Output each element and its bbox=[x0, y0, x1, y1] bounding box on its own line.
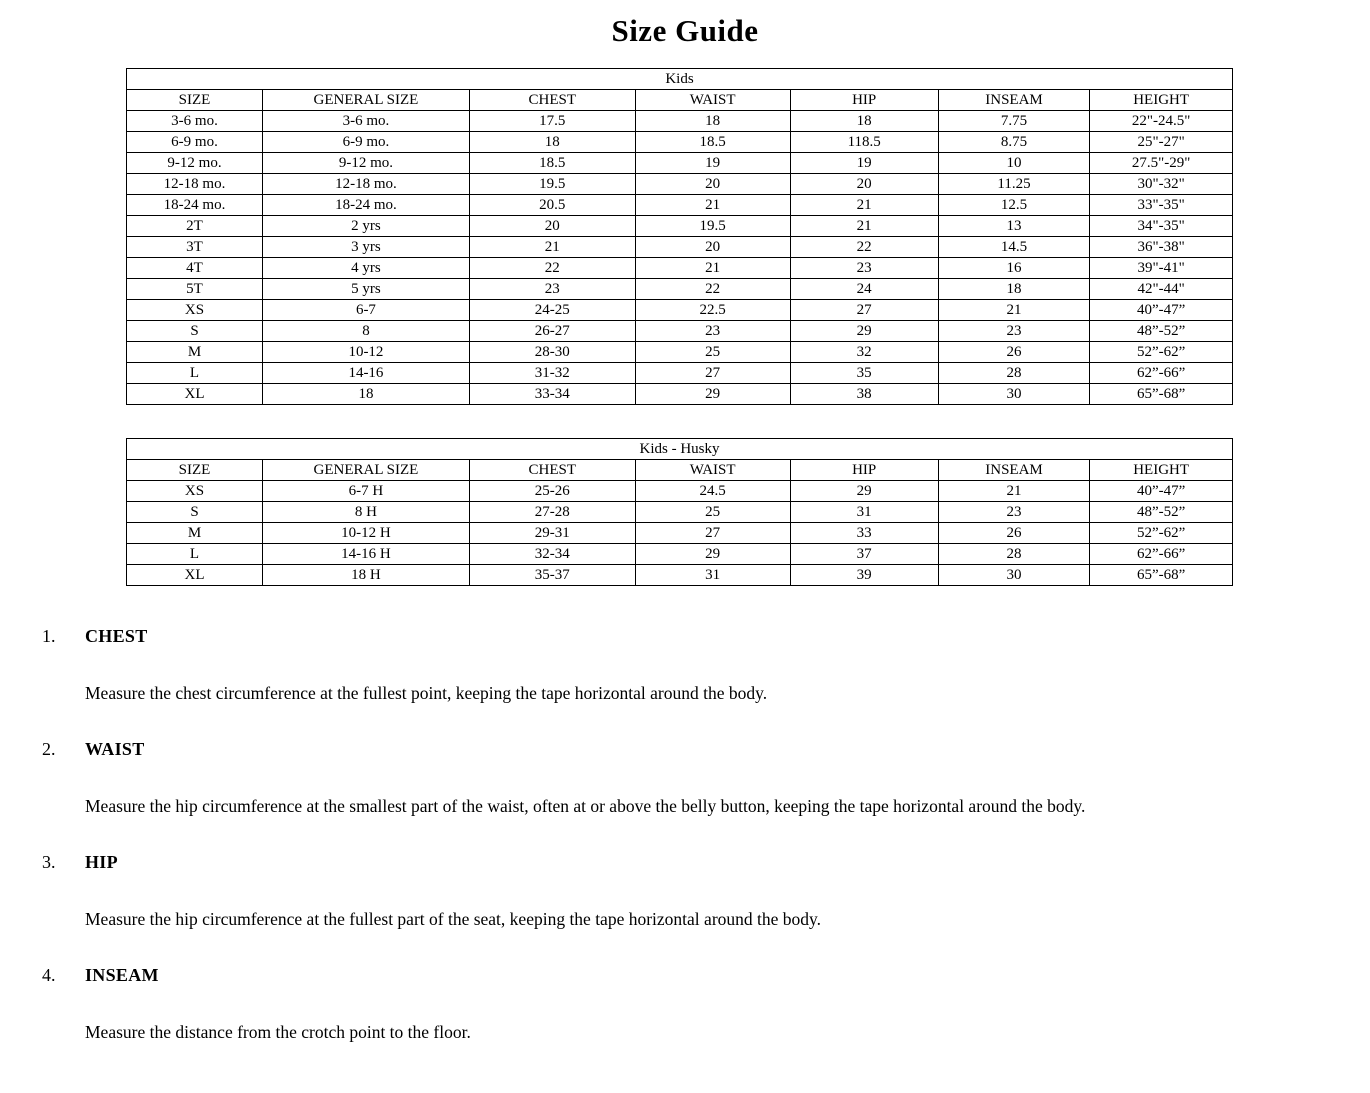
table-cell: 29-31 bbox=[469, 523, 635, 544]
table-cell: 3-6 mo. bbox=[263, 111, 470, 132]
table-cell: 4 yrs bbox=[263, 258, 470, 279]
table-cell: 24-25 bbox=[469, 300, 635, 321]
column-header: GENERAL SIZE bbox=[263, 90, 470, 111]
table-cell: 40”-47” bbox=[1090, 300, 1233, 321]
table-caption-row bbox=[127, 69, 1233, 90]
table-cell: 31 bbox=[635, 565, 790, 586]
table-cell: 19.5 bbox=[469, 174, 635, 195]
instruction-item bbox=[42, 965, 1370, 1043]
table-cell: 21 bbox=[938, 300, 1090, 321]
table-row bbox=[127, 237, 1233, 258]
table-cell: 14-16 H bbox=[263, 544, 470, 565]
table-cell: 34"-35" bbox=[1090, 216, 1233, 237]
table-cell: 35-37 bbox=[469, 565, 635, 586]
table-cell: 29 bbox=[635, 384, 790, 405]
table-cell: 8 H bbox=[263, 502, 470, 523]
table-cell: 33 bbox=[790, 523, 938, 544]
table-cell: 22.5 bbox=[635, 300, 790, 321]
table-cell: 22 bbox=[635, 279, 790, 300]
table-cell: 6-7 H bbox=[263, 481, 470, 502]
instruction-item bbox=[42, 626, 1370, 704]
table-cell: 12-18 mo. bbox=[127, 174, 263, 195]
table-cell: 10-12 bbox=[263, 342, 470, 363]
table-row bbox=[127, 153, 1233, 174]
table-cell: 19.5 bbox=[635, 216, 790, 237]
table-cell: 29 bbox=[790, 481, 938, 502]
column-header: SIZE bbox=[127, 90, 263, 111]
table-cell: 29 bbox=[790, 321, 938, 342]
table-cell: 25"-27" bbox=[1090, 132, 1233, 153]
instruction-text: Measure the distance from the crotch point to the floor. bbox=[85, 1022, 471, 1042]
table-cell: 24.5 bbox=[635, 481, 790, 502]
table-cell: XL bbox=[127, 565, 263, 586]
instruction-heading: INSEAM bbox=[85, 965, 159, 985]
table-cell: 23 bbox=[938, 321, 1090, 342]
table-cell: 62”-66” bbox=[1090, 544, 1233, 565]
table-cell: 19 bbox=[790, 153, 938, 174]
size-guide-document bbox=[0, 13, 1370, 1043]
table-row bbox=[127, 342, 1233, 363]
table-cell: 26 bbox=[938, 523, 1090, 544]
table-cell: 23 bbox=[635, 321, 790, 342]
table-cell: 28 bbox=[938, 363, 1090, 384]
table-cell: 30"-32" bbox=[1090, 174, 1233, 195]
table-cell: 65”-68” bbox=[1090, 384, 1233, 405]
table-cell: 30 bbox=[938, 565, 1090, 586]
table-cell: 20 bbox=[790, 174, 938, 195]
table-cell: 18.5 bbox=[469, 153, 635, 174]
table-cell: 18 bbox=[263, 384, 470, 405]
table-cell: 38 bbox=[790, 384, 938, 405]
table-cell: 26 bbox=[938, 342, 1090, 363]
kids-size-table bbox=[126, 68, 1233, 405]
table-cell: 21 bbox=[790, 216, 938, 237]
instruction-header bbox=[42, 852, 1370, 873]
table-header-row bbox=[127, 90, 1233, 111]
table-cell: 52”-62” bbox=[1090, 342, 1233, 363]
table-row bbox=[127, 321, 1233, 342]
table-cell: 20 bbox=[635, 237, 790, 258]
table-row bbox=[127, 258, 1233, 279]
table-cell: 14-16 bbox=[263, 363, 470, 384]
table-cell: 32 bbox=[790, 342, 938, 363]
table-cell: 16 bbox=[938, 258, 1090, 279]
table-cell: 118.5 bbox=[790, 132, 938, 153]
instruction-number: 4. bbox=[42, 965, 56, 985]
table-cell: 35 bbox=[790, 363, 938, 384]
table-cell: 2T bbox=[127, 216, 263, 237]
table-cell: 10 bbox=[938, 153, 1090, 174]
table-cell: 18-24 mo. bbox=[127, 195, 263, 216]
table-cell: 6-9 mo. bbox=[263, 132, 470, 153]
instruction-item bbox=[42, 852, 1370, 930]
table-cell: 31-32 bbox=[469, 363, 635, 384]
table-cell: 39"-41" bbox=[1090, 258, 1233, 279]
table-cell: 12.5 bbox=[938, 195, 1090, 216]
table-cell: 18 bbox=[790, 111, 938, 132]
table-cell: 39 bbox=[790, 565, 938, 586]
table-cell: 30 bbox=[938, 384, 1090, 405]
table-cell: 4T bbox=[127, 258, 263, 279]
table-cell: 6-9 mo. bbox=[127, 132, 263, 153]
column-header: HIP bbox=[790, 460, 938, 481]
table-cell: 18-24 mo. bbox=[263, 195, 470, 216]
table-cell: XS bbox=[127, 481, 263, 502]
table-cell: 18 H bbox=[263, 565, 470, 586]
table-cell: 32-34 bbox=[469, 544, 635, 565]
table-cell: 9-12 mo. bbox=[263, 153, 470, 174]
table-cell: 27 bbox=[635, 523, 790, 544]
table-cell: 3-6 mo. bbox=[127, 111, 263, 132]
table-cell: S bbox=[127, 502, 263, 523]
instruction-heading: WAIST bbox=[85, 739, 145, 759]
table-row bbox=[127, 544, 1233, 565]
table-cell: 5 yrs bbox=[263, 279, 470, 300]
table-cell: 10-12 H bbox=[263, 523, 470, 544]
table-cell: XL bbox=[127, 384, 263, 405]
table-cell: XS bbox=[127, 300, 263, 321]
table-row bbox=[127, 216, 1233, 237]
instruction-text: Measure the hip circumference at the smallest part of the waist, often at or above the belly button, keeping the tape horizontal around the body. bbox=[85, 796, 1086, 816]
table-cell: 48”-52” bbox=[1090, 321, 1233, 342]
table-caption: Kids bbox=[127, 69, 1233, 90]
measurement-instructions bbox=[42, 626, 1370, 1043]
table-cell: 36"-38" bbox=[1090, 237, 1233, 258]
table-cell: M bbox=[127, 523, 263, 544]
table-cell: 23 bbox=[938, 502, 1090, 523]
table-cell: 3T bbox=[127, 237, 263, 258]
table-cell: 27 bbox=[790, 300, 938, 321]
table-cell: 23 bbox=[469, 279, 635, 300]
table-cell: 6-7 bbox=[263, 300, 470, 321]
instruction-number: 2. bbox=[42, 739, 56, 759]
table-cell: 21 bbox=[938, 481, 1090, 502]
table-cell: 27 bbox=[635, 363, 790, 384]
table-row bbox=[127, 523, 1233, 544]
table-cell: 19 bbox=[635, 153, 790, 174]
table-cell: 8.75 bbox=[938, 132, 1090, 153]
column-header: WAIST bbox=[635, 90, 790, 111]
column-header: WAIST bbox=[635, 460, 790, 481]
instruction-text: Measure the hip circumference at the fullest part of the seat, keeping the tape horizontal around the body. bbox=[85, 909, 822, 929]
table-row bbox=[127, 384, 1233, 405]
table-cell: 29 bbox=[635, 544, 790, 565]
table-header-row bbox=[127, 460, 1233, 481]
table-cell: 22"-24.5" bbox=[1090, 111, 1233, 132]
table-cell: 48”-52” bbox=[1090, 502, 1233, 523]
table-cell: 3 yrs bbox=[263, 237, 470, 258]
instruction-header bbox=[42, 965, 1370, 986]
column-header: HIP bbox=[790, 90, 938, 111]
table-row bbox=[127, 300, 1233, 321]
table-row bbox=[127, 565, 1233, 586]
instruction-number: 3. bbox=[42, 852, 56, 872]
column-header: HEIGHT bbox=[1090, 460, 1233, 481]
table-cell: 9-12 mo. bbox=[127, 153, 263, 174]
table-cell: 28 bbox=[938, 544, 1090, 565]
table-cell: 40”-47” bbox=[1090, 481, 1233, 502]
instruction-heading: HIP bbox=[85, 852, 118, 872]
table-row bbox=[127, 363, 1233, 384]
instruction-item bbox=[42, 739, 1370, 817]
table-row bbox=[127, 195, 1233, 216]
table-cell: 20 bbox=[469, 216, 635, 237]
table-cell: 18.5 bbox=[635, 132, 790, 153]
table-cell: 21 bbox=[635, 195, 790, 216]
table-cell: 13 bbox=[938, 216, 1090, 237]
table-row bbox=[127, 174, 1233, 195]
table-cell: 26-27 bbox=[469, 321, 635, 342]
table-cell: 18 bbox=[469, 132, 635, 153]
table-cell: 31 bbox=[790, 502, 938, 523]
table-cell: 65”-68” bbox=[1090, 565, 1233, 586]
table-cell: L bbox=[127, 544, 263, 565]
table-cell: 17.5 bbox=[469, 111, 635, 132]
table-cell: L bbox=[127, 363, 263, 384]
table-cell: 5T bbox=[127, 279, 263, 300]
column-header: HEIGHT bbox=[1090, 90, 1233, 111]
table-cell: 33"-35" bbox=[1090, 195, 1233, 216]
table-cell: 21 bbox=[635, 258, 790, 279]
column-header: SIZE bbox=[127, 460, 263, 481]
table-cell: 2 yrs bbox=[263, 216, 470, 237]
table-cell: 28-30 bbox=[469, 342, 635, 363]
page-title: Size Guide bbox=[611, 13, 759, 48]
kids-husky-size-table bbox=[126, 438, 1233, 586]
table-cell: 20 bbox=[635, 174, 790, 195]
instruction-heading: CHEST bbox=[85, 626, 148, 646]
table-cell: 22 bbox=[469, 258, 635, 279]
table-cell: 27.5"-29" bbox=[1090, 153, 1233, 174]
column-header: CHEST bbox=[469, 460, 635, 481]
table-row bbox=[127, 502, 1233, 523]
instruction-text: Measure the chest circumference at the fullest point, keeping the tape horizontal around the body. bbox=[85, 683, 768, 703]
table-cell: 11.25 bbox=[938, 174, 1090, 195]
column-header: INSEAM bbox=[938, 460, 1090, 481]
table-cell: 27-28 bbox=[469, 502, 635, 523]
table-cell: 23 bbox=[790, 258, 938, 279]
table-cell: 52”-62” bbox=[1090, 523, 1233, 544]
table-caption-row bbox=[127, 439, 1233, 460]
column-header: CHEST bbox=[469, 90, 635, 111]
table-cell: 33-34 bbox=[469, 384, 635, 405]
table-row bbox=[127, 279, 1233, 300]
instruction-number: 1. bbox=[42, 626, 56, 646]
table-cell: 8 bbox=[263, 321, 470, 342]
table-row bbox=[127, 481, 1233, 502]
table-cell: 20.5 bbox=[469, 195, 635, 216]
table-cell: 25 bbox=[635, 342, 790, 363]
table-cell: 14.5 bbox=[938, 237, 1090, 258]
table-cell: M bbox=[127, 342, 263, 363]
table-cell: 25 bbox=[635, 502, 790, 523]
table-cell: 22 bbox=[790, 237, 938, 258]
table-cell: 12-18 mo. bbox=[263, 174, 470, 195]
table-cell: S bbox=[127, 321, 263, 342]
instruction-header bbox=[42, 739, 1370, 760]
table-cell: 21 bbox=[790, 195, 938, 216]
table-cell: 7.75 bbox=[938, 111, 1090, 132]
column-header: INSEAM bbox=[938, 90, 1090, 111]
table-cell: 42"-44" bbox=[1090, 279, 1233, 300]
table-cell: 18 bbox=[938, 279, 1090, 300]
table-cell: 37 bbox=[790, 544, 938, 565]
table-row bbox=[127, 132, 1233, 153]
table-caption: Kids - Husky bbox=[127, 439, 1233, 460]
column-header: GENERAL SIZE bbox=[263, 460, 470, 481]
instruction-header bbox=[42, 626, 1370, 647]
table-cell: 24 bbox=[790, 279, 938, 300]
table-cell: 62”-66” bbox=[1090, 363, 1233, 384]
table-cell: 25-26 bbox=[469, 481, 635, 502]
table-cell: 18 bbox=[635, 111, 790, 132]
table-cell: 21 bbox=[469, 237, 635, 258]
table-row bbox=[127, 111, 1233, 132]
